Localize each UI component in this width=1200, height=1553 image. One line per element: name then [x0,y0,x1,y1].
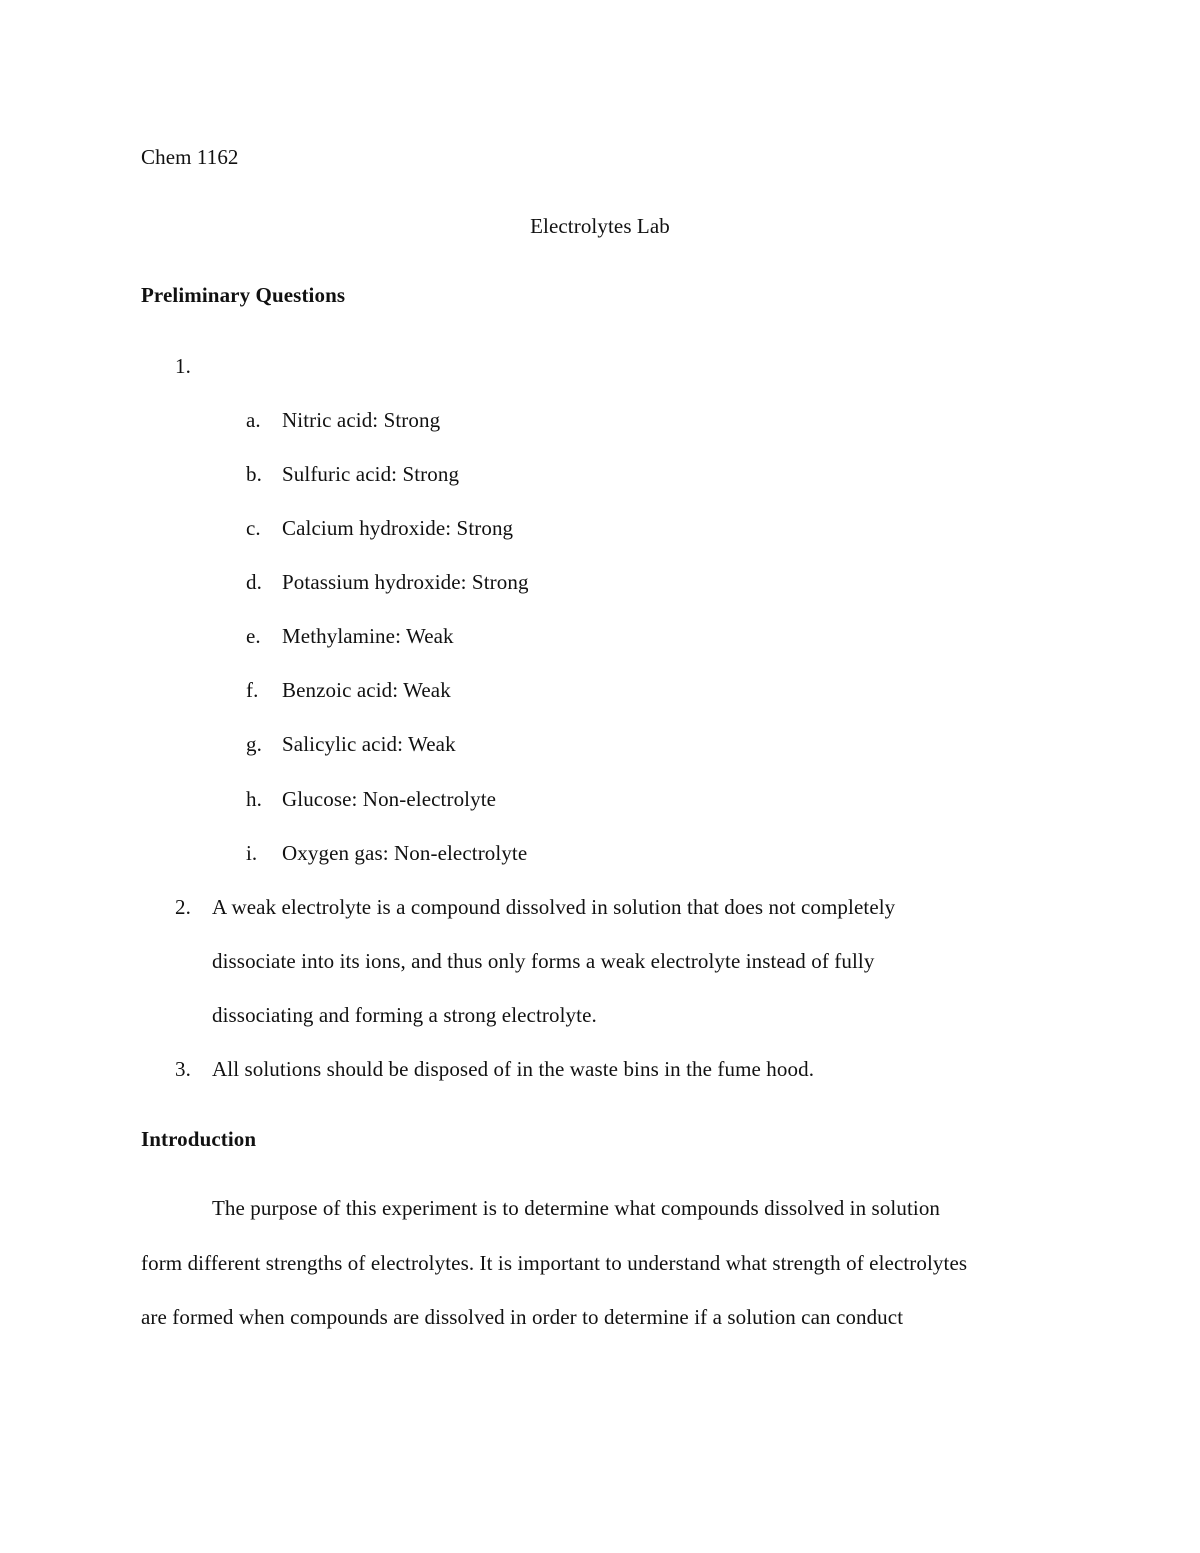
list-item-text: Glucose: Non-electrolyte [282,787,497,811]
question-2-number: 2. [175,895,191,919]
list-item-letter: c. [246,516,261,540]
introduction-heading: Introduction [141,1127,257,1151]
introduction-line: The purpose of this experiment is to determine what compounds dissolved in solution [212,1196,941,1220]
list-item-text: Calcium hydroxide: Strong [282,516,514,540]
introduction-line: form different strengths of electrolytes. It is important to understand what strength of electrolytes [141,1251,968,1275]
list-item-text: Nitric acid: Strong [282,408,441,432]
list-item-letter: h. [246,787,262,811]
question-2-line: dissociate into its ions, and thus only forms a weak electrolyte instead of fully [212,949,875,973]
list-item-letter: g. [246,732,262,756]
list-item-text: Salicylic acid: Weak [282,732,456,756]
question-3-text: All solutions should be disposed of in the waste bins in the fume hood. [212,1057,815,1081]
list-item-letter: b. [246,462,262,486]
list-item-letter: i. [246,841,258,865]
list-item-letter: f. [246,678,259,702]
list-item-letter: d. [246,570,262,594]
document-title: Electrolytes Lab [530,214,670,238]
question-3-number: 3. [175,1057,191,1081]
list-item-text: Sulfuric acid: Strong [282,462,460,486]
introduction-line: are formed when compounds are dissolved in order to determine if a solution can conduct [141,1305,904,1329]
question-2-line: A weak electrolyte is a compound dissolved in solution that does not completely [212,895,896,919]
list-item-letter: e. [246,624,261,648]
list-item-text: Potassium hydroxide: Strong [282,570,529,594]
question-1-number: 1. [175,354,191,378]
question-2-line: dissociating and forming a strong electrolyte. [212,1003,597,1027]
list-item-text: Oxygen gas: Non-electrolyte [282,841,528,865]
list-item-letter: a. [246,408,261,432]
preliminary-questions-heading: Preliminary Questions [141,283,346,307]
list-item-text: Benzoic acid: Weak [282,678,451,702]
list-item-text: Methylamine: Weak [282,624,454,648]
course-name: Chem 1162 [141,145,239,169]
